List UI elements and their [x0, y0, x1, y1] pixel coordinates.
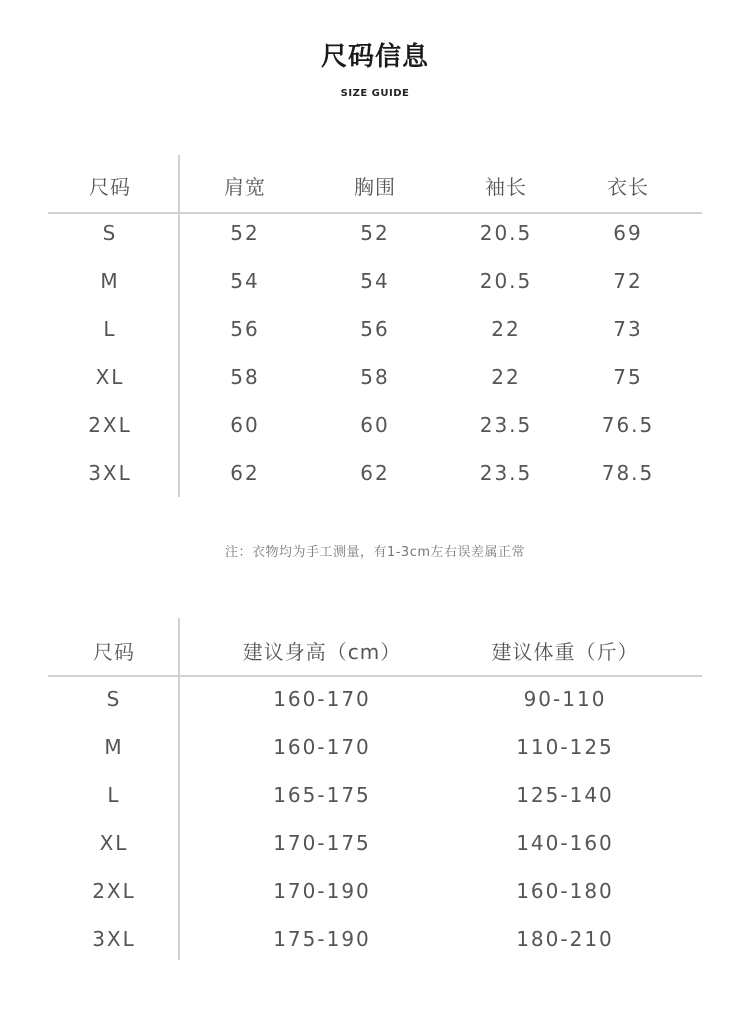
cell-height: 170-190 — [273, 879, 371, 903]
cell-weight: 125-140 — [516, 783, 614, 807]
table-header-row — [48, 628, 702, 676]
cell-length: 73 — [613, 317, 643, 341]
cell-weight: 110-125 — [516, 735, 614, 759]
cell-weight: 90-110 — [523, 687, 607, 711]
cell-weight: 180-210 — [516, 927, 614, 951]
cell-height: 160-170 — [273, 735, 371, 759]
cell-sleeve: 23.5 — [479, 413, 533, 437]
cell-height: 160-170 — [273, 687, 371, 711]
table-row — [48, 771, 702, 819]
cell-chest: 60 — [360, 413, 390, 437]
cell-length: 76.5 — [601, 413, 655, 437]
cell-shoulder: 54 — [230, 269, 260, 293]
cell-chest: 52 — [360, 221, 390, 245]
cell-size: S — [106, 687, 122, 711]
header-chest: 胸围 — [354, 175, 396, 199]
cell-sleeve: 22 — [491, 365, 521, 389]
table-row — [48, 401, 702, 449]
cell-size: 3XL — [92, 927, 136, 951]
cell-size: M — [104, 735, 124, 759]
table-row — [48, 257, 702, 305]
page-title: 尺码信息 — [320, 42, 429, 72]
table-row — [48, 353, 702, 401]
table-row — [48, 675, 702, 723]
cell-chest: 58 — [360, 365, 390, 389]
cell-shoulder: 60 — [230, 413, 260, 437]
header-height: 建议身高（cm） — [242, 640, 402, 664]
cell-height: 165-175 — [273, 783, 371, 807]
cell-size: 2XL — [92, 879, 136, 903]
table-row — [48, 723, 702, 771]
cell-weight: 160-180 — [516, 879, 614, 903]
table-row — [48, 209, 702, 257]
cell-height: 170-175 — [273, 831, 371, 855]
cell-sleeve: 23.5 — [479, 461, 533, 485]
cell-size: L — [107, 783, 121, 807]
cell-size: S — [102, 221, 118, 245]
cell-chest: 56 — [360, 317, 390, 341]
page-subtitle: SIZE GUIDE — [340, 88, 410, 99]
header-shoulder: 肩宽 — [224, 175, 266, 199]
table-row — [48, 867, 702, 915]
cell-sleeve: 22 — [491, 317, 521, 341]
table-row — [48, 915, 702, 963]
cell-sleeve: 20.5 — [479, 221, 533, 245]
header-weight: 建议体重（斤） — [491, 640, 639, 664]
header-sleeve: 袖长 — [485, 175, 527, 199]
cell-shoulder: 62 — [230, 461, 260, 485]
cell-size: 2XL — [88, 413, 132, 437]
cell-size: M — [100, 269, 120, 293]
header-size: 尺码 — [93, 640, 135, 664]
table-header-row — [48, 163, 702, 211]
cell-length: 72 — [613, 269, 643, 293]
header-length: 衣长 — [607, 175, 649, 199]
cell-sleeve: 20.5 — [479, 269, 533, 293]
cell-chest: 62 — [360, 461, 390, 485]
cell-length: 78.5 — [601, 461, 655, 485]
cell-height: 175-190 — [273, 927, 371, 951]
header-size: 尺码 — [89, 175, 131, 199]
cell-shoulder: 58 — [230, 365, 260, 389]
measurement-note: 注：衣物均为手工测量，有1-3cm左右误差属正常 — [224, 545, 526, 560]
table-row — [48, 305, 702, 353]
cell-size: L — [103, 317, 117, 341]
cell-size: XL — [99, 831, 129, 855]
cell-weight: 140-160 — [516, 831, 614, 855]
cell-shoulder: 52 — [230, 221, 260, 245]
cell-size: XL — [95, 365, 125, 389]
size-recommendation-table — [48, 618, 702, 960]
table-row — [48, 819, 702, 867]
cell-size: 3XL — [88, 461, 132, 485]
cell-shoulder: 56 — [230, 317, 260, 341]
cell-length: 75 — [613, 365, 643, 389]
table-row — [48, 449, 702, 497]
cell-chest: 54 — [360, 269, 390, 293]
size-measurement-table — [48, 155, 702, 497]
cell-length: 69 — [613, 221, 643, 245]
